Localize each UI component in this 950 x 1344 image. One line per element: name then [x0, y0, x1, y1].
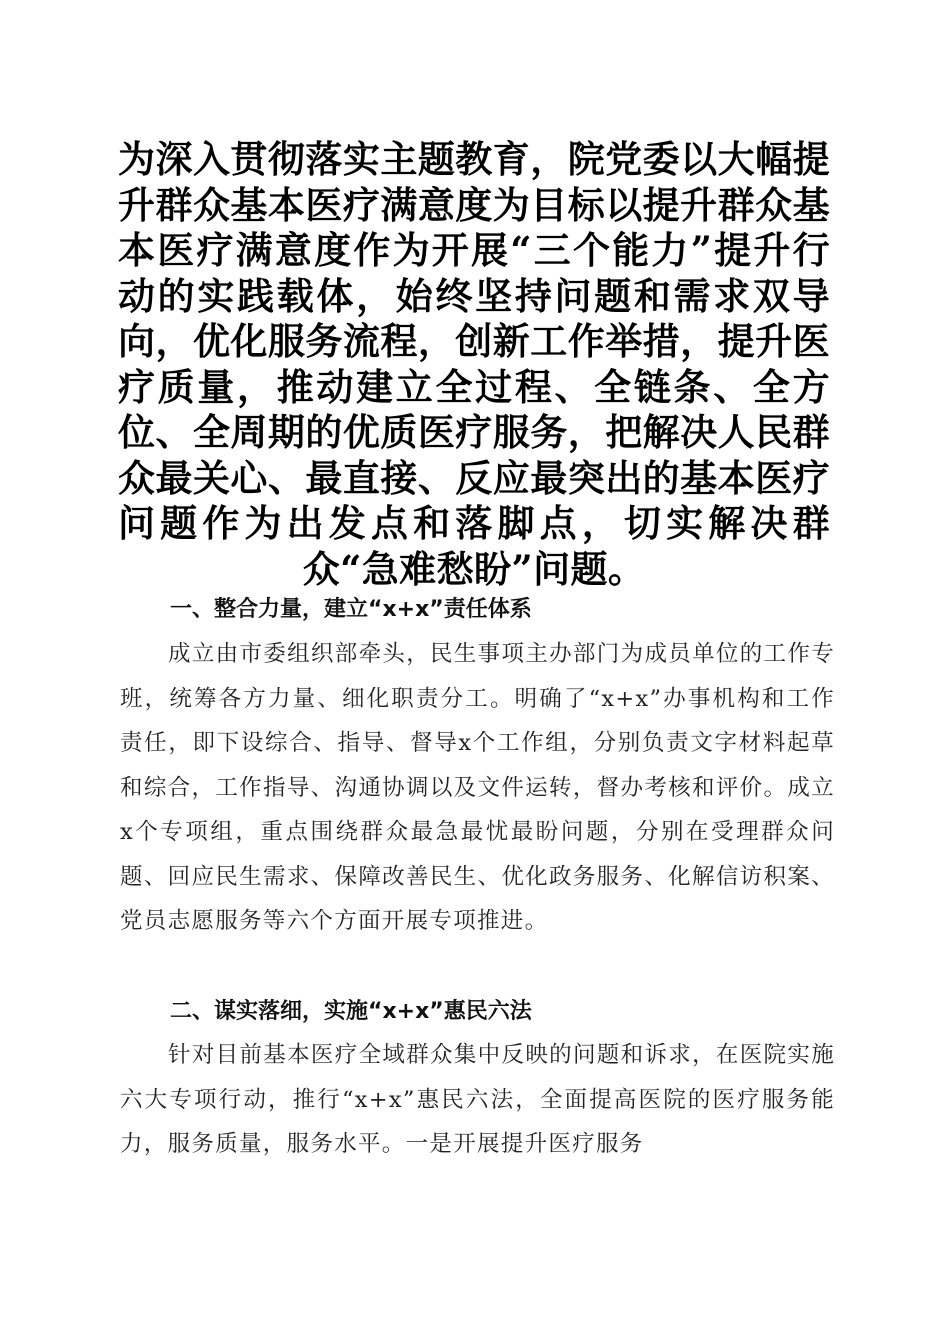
section-heading-1: 一、整合力量，建立“x+x”责任体系 [170, 597, 532, 622]
section-body-2: 针对目前基本医疗全域群众集中反映的问题和诉求，在医院实施六大专项行动，推行“x+x”惠民六法，全面提高医院的医疗服务能力，服务质量，服务水平。一是开展提升医疗服务 [120, 1042, 835, 1157]
section-heading-2: 二、谋实落细，实施“x+x”惠民六法 [170, 999, 532, 1024]
section-body-1: 成立由市委组织部牵头，民生事项主办部门为成员单位的工作专班，统筹各方力量、细化职责分工。明确了“x+x”办事机构和工作责任，即下设综合、指导、督导x个工作组，分别负责文字材料起草和综合，工作指导、沟通协调以及文件运转，督办考核和评价。成立x个专项组，重点围绕群众最急最忧最盼问题，分别在受理群众问题、回应民生需求、保障改善民生、优化政务服务、化解信访积案、党员志愿服务等六个方面开展专项推进。 [120, 641, 835, 934]
document-title: 为深入贯彻落实主题教育，院党委以大幅提升群众基本医疗满意度为目标以提升群众基本医疗满意度作为开展“三个能力”提升行动的实践载体，始终坚持问题和需求双导向，优化服务流程，创新工作举措，提升医疗质量，推动建立全过程、全链条、全方位、全周期的优质医疗服务，把解决人民群众最关心、最直接、反应最突出的基本医疗问题作为出发点和落脚点，切实解决群众“急难愁盼”问题。 [118, 137, 830, 591]
